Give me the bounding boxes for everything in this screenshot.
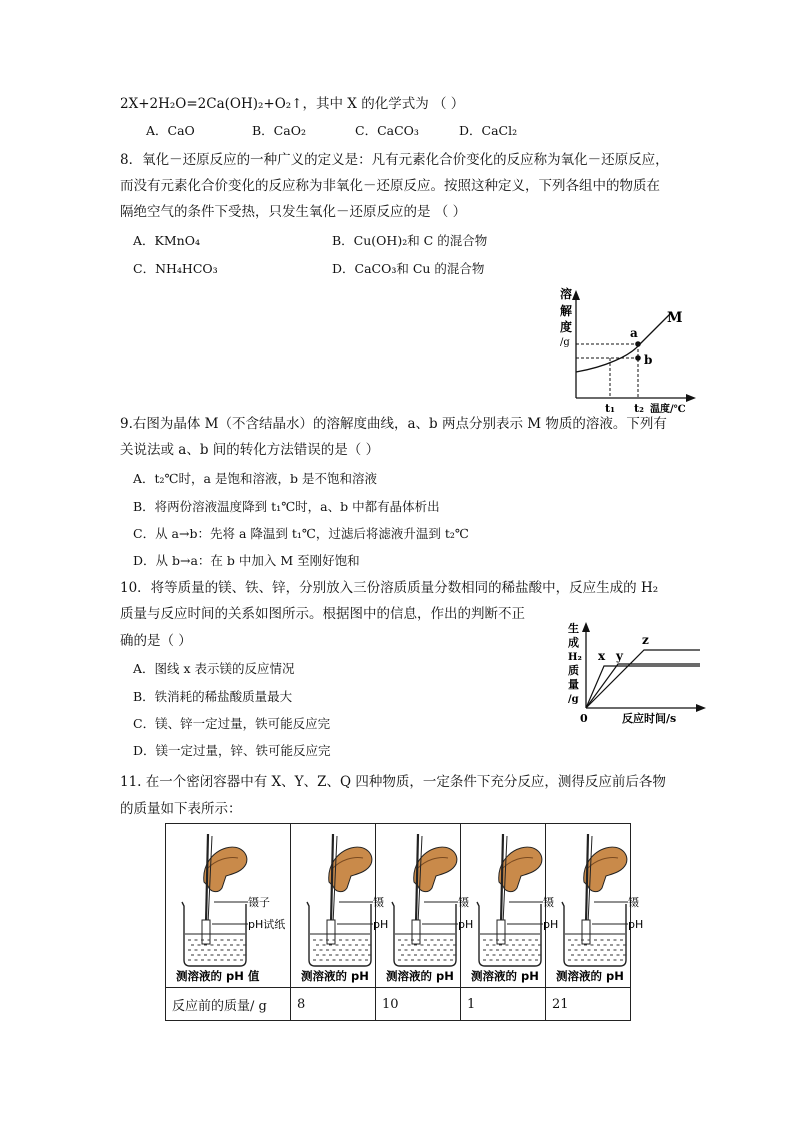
ph-test-image-1 [166, 824, 288, 987]
tweezers-label: 镊子 [248, 896, 270, 909]
q9-option-b: B．将两份溶液温度降到 t₁℃时，a、b 中都有晶体析出 [133, 499, 440, 514]
ph-test-image-2 [291, 824, 389, 987]
ph-test-drawing [166, 824, 288, 987]
tweezers [206, 834, 208, 924]
tweezers [586, 834, 588, 924]
y-label-3: H₂ [568, 652, 582, 663]
table-cell-image [291, 824, 389, 988]
y-label-3: 度 [560, 320, 573, 334]
q10-line-1: 10．将等质量的镁、铁、锌，分别放入三份溶质质量分数相同的稀盐酸中，反应生成的 H₂ [120, 580, 659, 596]
ph-test-image-5 [546, 824, 644, 987]
q10-option-d: D．镁一定过量，锌、铁可能反应完 [133, 743, 331, 758]
mass-table [165, 823, 644, 1021]
ph-paper-label: pH [543, 918, 559, 931]
label-z: z [642, 633, 649, 647]
y-label-1: 生 [568, 622, 579, 635]
x-axis-label: 温度/℃ [650, 404, 686, 415]
origin-label: 0 [580, 712, 588, 725]
table-cell-image [461, 824, 559, 988]
hydrogen-graph [560, 618, 710, 728]
q7-option-c: C．CaCO₃ [355, 123, 419, 138]
solubility-curve-m [576, 312, 672, 372]
y-label-4: 质 [568, 664, 579, 677]
label-b: b [644, 353, 653, 367]
q9-option-a: A．t₂℃时，a 是饱和溶液，b 是不饱和溶液 [133, 471, 377, 486]
q10-option-c: C．镁、锌一定过量，铁可能反应完 [133, 716, 331, 731]
table-cell-image [166, 824, 291, 988]
ph-test-drawing [546, 824, 644, 987]
y-axis-arrow [572, 290, 580, 300]
label-t1: t₁ [605, 402, 615, 415]
tweezers-label: 镊 [458, 896, 469, 909]
x-axis-arrow [696, 704, 706, 712]
y-label-2: 解 [560, 304, 573, 318]
label-x: x [598, 649, 606, 663]
point-a [635, 341, 641, 347]
value-z: 1 [461, 988, 546, 1021]
tweezers [501, 834, 503, 924]
q9-line-2: 关说法或 a、b 间的转化方法错误的是（ ） [120, 442, 380, 458]
y-label-4: /g [560, 337, 570, 348]
ph-paper-label: pH [373, 918, 389, 931]
curve-label-m: M [667, 310, 683, 326]
image-caption: 测溶液的 pH [386, 969, 454, 983]
y-label-6: /g [568, 694, 579, 705]
ph-test-drawing [376, 824, 474, 987]
y-label-5: 量 [568, 678, 579, 691]
tweezers [331, 834, 333, 924]
value-x: 8 [291, 988, 376, 1021]
tweezers [416, 834, 418, 924]
label-t2: t₂ [634, 402, 644, 415]
image-caption: 测溶液的 pH [471, 969, 539, 983]
q9-line-1: 9.右图为晶体 M（不含结晶水）的溶解度曲线，a、b 两点分别表示 M 物质的溶液。下列有 [120, 416, 667, 432]
y-label-1: 溶 [560, 287, 573, 301]
image-caption: 测溶液的 pH 值 [176, 969, 260, 983]
y-label-2: 成 [568, 636, 579, 649]
y-axis-arrow [582, 622, 590, 632]
x-axis-arrow [686, 394, 696, 402]
q8-option-b: B．Cu(OH)₂和 C 的混合物 [332, 233, 488, 248]
row-label: 反应前的质量/ g [166, 988, 291, 1021]
q10-line-2: 质量与反应时间的关系如图所示。根据图中的信息，作出的判断不正 [120, 606, 525, 622]
x-axis-label: 反应时间/s [622, 712, 677, 725]
line-x [586, 666, 700, 708]
ph-paper-label: pH [458, 918, 474, 931]
tweezers-label: 镊 [543, 896, 554, 909]
q11-line-2: 的质量如下表所示： [120, 801, 242, 817]
q11-line-1: 11. 在一个密闭容器中有 X、Y、Z、Q 四种物质，一定条件下充分反应，测得反应前后各物 [120, 774, 666, 790]
q8-option-a: A．KMnO₄ [133, 233, 200, 248]
q7-option-b: B．CaO₂ [252, 123, 306, 138]
tweezers-label: 镊 [628, 896, 639, 909]
q7-equation: 2X+2H₂O=2Ca(OH)₂+O₂↑，其中 X 的化学式为 （ ） [120, 96, 465, 112]
ph-test-image-4 [461, 824, 559, 987]
q8-line-2: 而没有元素化合价变化的反应称为非氧化－还原反应。按照这种定义，下列各组中的物质在 [120, 178, 660, 194]
image-caption: 测溶液的 pH [556, 969, 624, 983]
q8-option-d: D．CaCO₃和 Cu 的混合物 [332, 261, 485, 276]
table-cell-image [376, 824, 474, 988]
q7-option-a: A．CaO [146, 123, 195, 138]
label-a: a [630, 326, 638, 340]
q8-line-3: 隔绝空气的条件下受热，只发生氧化－还原反应的是 （ ） [120, 204, 467, 220]
tweezers-label: 镊 [373, 896, 384, 909]
table-cell-image [546, 824, 644, 988]
ph-paper-label: pH试纸 [248, 918, 286, 931]
solubility-graph [550, 282, 700, 416]
q8-option-c: C．NH₄HCO₃ [133, 261, 218, 276]
ph-paper-label: pH [628, 918, 644, 931]
q9-option-c: C．从 a→b：先将 a 降温到 t₁℃，过滤后将滤液升温到 t₂℃ [133, 526, 469, 541]
value-q: 21 [546, 988, 631, 1021]
value-y: 10 [376, 988, 461, 1021]
line-y [586, 664, 700, 708]
ph-test-drawing [461, 824, 559, 987]
ph-test-image-3 [376, 824, 474, 987]
q7-option-d: D．CaCl₂ [459, 123, 518, 138]
q8-line-1: 8．氧化－还原反应的一种广义的定义是：凡有元素化合价变化的反应称为氧化－还原反应， [120, 152, 669, 168]
q10-option-a: A．图线 x 表示镁的反应情况 [133, 661, 295, 676]
label-y: y [616, 649, 623, 663]
q9-option-d: D．从 b→a：在 b 中加入 M 至刚好饱和 [133, 553, 360, 568]
q10-option-b: B．铁消耗的稀盐酸质量最大 [133, 689, 293, 704]
table-row [166, 988, 631, 1021]
image-row [166, 824, 631, 988]
q10-line-3: 确的是（ ） [120, 633, 192, 649]
point-b [635, 355, 641, 361]
image-caption: 测溶液的 pH [301, 969, 369, 983]
ph-test-drawing [291, 824, 389, 987]
